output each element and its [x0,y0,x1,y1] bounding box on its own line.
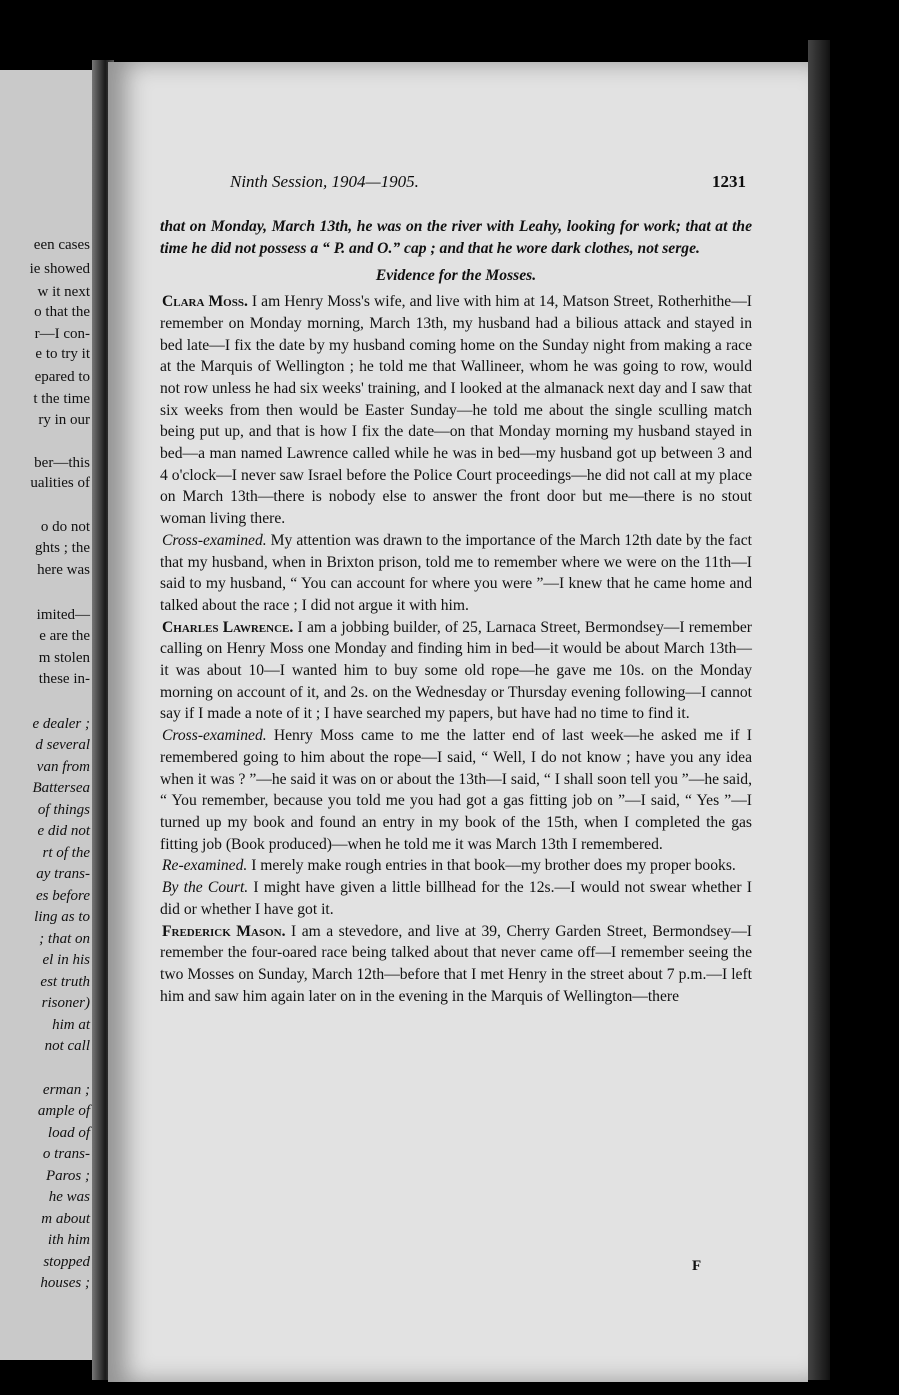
speaker-name: Frederick Mason. [162,922,286,940]
testimony-text: I merely make rough entries in that book—my brother does my proper books. [247,857,736,875]
left-page-line: o that the [34,304,90,320]
left-page-line: ; that on [39,931,90,947]
testimony-text: Henry Moss came to me the latter end of last week—he asked me if I remembered going to him about the rope—I said, “ Well, I do not know ; have you any idea when it was ? ”—he said it was on or about the 13th—I said, “ I shall soon tell you ”—he said, “ You remember, because you told me you had got a gas fitting job on ”—I said, “ Yes ”—I turned up my book and found an entry in my book of the 15th, when I completed the gas fitting job (Book produced)—when he told me it was March 13th I remembered. [160,727,752,853]
left-page-line: ualities of [30,475,90,491]
testimony-paragraphs [160,291,752,1007]
testimony-paragraph [160,617,752,726]
running-title: Ninth Session, 1904—1905. [230,172,419,191]
page-body [160,216,752,1007]
left-page-line: m stolen [38,650,90,666]
left-page-line: erman ; [42,1082,90,1098]
page-number: 1231 [712,172,746,191]
intro-paragraph: that on Monday, March 13th, he was on the river with Leahy, looking for work; that at the time he did not possess a “ P. and O.” cap ; and that he wore dark clothes, not serge. [160,218,752,257]
left-page-line: stopped [43,1254,90,1270]
left-page-line: epared to [34,369,90,385]
left-page-line: t the time [33,391,90,407]
testimony-text: My attention was drawn to the importance of the March 12th date by the fact that my husband, when in Brixton prison, told me to remember where we were on the 11th—I said to my husband, “ You can account for where you were ”—I knew that he came home and talked about the race ; I did not argue it with him. [160,531,752,614]
left-page-line: r—I con- [34,326,90,342]
left-page-line: d several [35,737,90,753]
left-page-line: e did not [37,823,90,839]
left-page-line: ghts ; the [35,540,90,556]
left-page-line: est truth [40,974,90,990]
left-page-line: ith him [47,1232,90,1248]
testimony-text: I am Henry Moss's wife, and live with him at 14, Matson Street, Rotherhithe—I remember on Monday morning, March 13th, my husband had a bilious attack and stayed in bed late—I fix the date by my husband coming home on the Sunday night from making a race at the Marquis of Wellington ; he told me that Wallineer, whom he was going to row, would not row unless he had six weeks' training, and I looked at the almanack next day and I saw that six weeks from then would be Easter Sunday—he told me about the single sculling match being put up, and that is how I fix the date—on that Monday morning my husband stayed in bed—a man named Lawrence called while he was in bed—my husband got up between 3 and 4 o'clock—I never saw Israel before the Police Court proceedings—he did not call at my place on March 13th—there is nobody else to answer the front door but me—there is no stout woman living there. [160,293,752,528]
left-page-line: el in his [42,952,90,968]
left-page-line: Battersea [32,780,90,796]
left-page-line: e to try it [35,346,90,362]
left-page-line: these in- [38,671,90,687]
testimony-paragraph [160,530,752,617]
examination-label: By the Court. [162,879,249,897]
testimony-paragraph [160,291,752,530]
left-page-line: houses ; [40,1275,90,1291]
left-page-line: e dealer ; [32,716,90,732]
left-page-line: es before [35,888,90,904]
testimony-paragraph [160,855,752,877]
left-page-line: een cases [33,237,90,253]
left-page-line: load of [47,1125,90,1141]
testimony-text: I am a stevedore, and live at 39, Cherry Garden Street, Bermondsey—I remember the four-oared race being talked about that never came off—I remember seeing the two Mosses on Sunday, March 12th—before that I met Henry in the street about 7 p.m.—I left him and saw him again later on in the evening in the Marquis of Wellington—there [160,922,753,1005]
left-page-line: ling as to [34,909,90,925]
testimony-text: I am a jobbing builder, of 25, Larnaca Street, Bermondsey—I remember calling on Henry Moss one Monday and finding him in bed—it would be about March 13th—it was about 10—I wanted him to buy some old rope—he gave me 10s. on the Monday morning on account of it, and 2s. on the Wednesday or Thursday evening following—I cannot say if I made a note of it ; I have searched my papers, but have had no time to find it. [160,618,752,723]
signature-mark: F [692,1258,702,1274]
left-page-line: here was [37,562,90,578]
left-page-line: ber—this [34,455,90,471]
testimony-paragraph [160,725,752,855]
testimony-text: I might have given a little billhead for the 12s.—I would not swear whether I did or whether I have got it. [160,879,752,918]
testimony-paragraph [160,921,752,1008]
left-page-line: of things [37,802,90,818]
left-page-line: e are the [39,628,90,644]
section-heading: Evidence for the Mosses. [375,267,537,285]
left-page-line: van from [36,759,90,775]
left-page-line: risoner) [41,995,90,1011]
examination-label: Cross-examined. [162,531,267,549]
left-page-line: Paros ; [45,1168,90,1184]
left-page-line: rt of the [42,845,90,861]
left-page-line: m about [41,1211,90,1227]
page-edge-shadow [808,40,830,1380]
left-page-line: ry in our [38,412,90,428]
examination-label: Re-examined. [162,857,248,875]
left-page-line: o trans- [42,1146,90,1162]
left-page-line: w it next [37,284,90,300]
speaker-name: Clara Moss. [162,293,248,311]
left-page-line: imited— [36,607,90,623]
left-page-line: ample of [37,1103,90,1119]
testimony-paragraph [160,877,752,920]
left-facing-page [0,70,92,1360]
left-page-line: o do not [40,519,90,535]
left-page-line: ay trans- [36,866,90,882]
left-page-line: ie showed [29,261,90,277]
examination-label: Cross-examined. [162,727,267,745]
left-page-line: him at [52,1017,90,1033]
speaker-name: Charles Lawrence. [162,618,294,636]
left-page-line: not call [44,1038,90,1054]
left-page-line: he was [48,1189,90,1205]
